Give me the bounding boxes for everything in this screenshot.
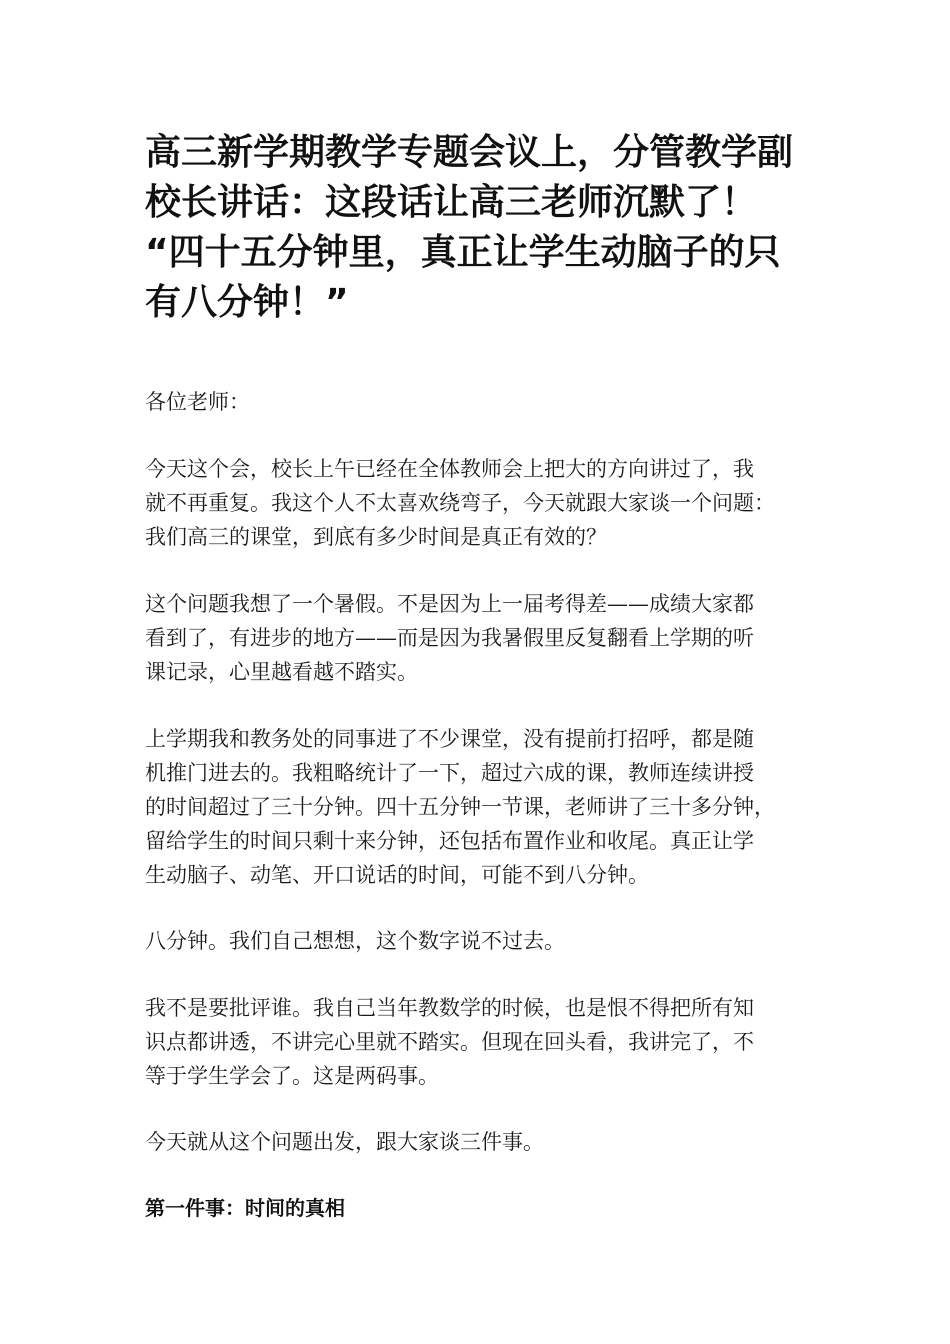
title-line: 高三新学期教学专题会议上，分管教学副	[145, 132, 794, 173]
greeting	[145, 385, 250, 419]
paragraph-line: 看到了，有进步的地方——而是因为我暑假里反复翻看上学期的听	[145, 626, 754, 650]
paragraph-eight-minutes	[145, 924, 565, 958]
paragraph-reflection	[145, 991, 754, 1093]
paragraph-line: 生动脑子、动笔、开口说话的时间，可能不到八分钟。	[145, 863, 649, 887]
paragraph-line: 我不是要批评谁。我自己当年教数学的时候，也是恨不得把所有知	[145, 996, 754, 1020]
paragraph-line: 今天就从这个问题出发，跟大家谈三件事。	[145, 1130, 544, 1154]
paragraph-line: 等于学生学会了。这是两码事。	[145, 1064, 439, 1088]
greeting-text: 各位老师：	[145, 390, 250, 414]
paragraph-line: 就不再重复。我这个人不太喜欢绕弯子，今天就跟大家谈一个问题：	[145, 491, 775, 515]
paragraph-line: 识点都讲透，不讲完心里就不踏实。但现在回头看，我讲完了，不	[145, 1030, 754, 1054]
paragraph-observation	[145, 722, 775, 892]
paragraph-summer	[145, 587, 754, 689]
paragraph-line: 这个问题我想了一个暑假。不是因为上一届考得差——成绩大家都	[145, 592, 754, 616]
paragraph-line: 我们高三的课堂，到底有多少时间是真正有效的？	[145, 525, 607, 549]
paragraph-line: 机推门进去的。我粗略统计了一下，超过六成的课，教师连续讲授	[145, 761, 754, 785]
paragraph-intro	[145, 452, 775, 554]
paragraph-line: 八分钟。我们自己想想，这个数字说不过去。	[145, 929, 565, 953]
paragraph-line: 今天这个会，校长上午已经在全体教师会上把大的方向讲过了，我	[145, 457, 754, 481]
title-line: “四十五分钟里，真正让学生动脑子的只	[145, 232, 781, 273]
paragraph-line: 上学期我和教务处的同事进了不少课堂，没有提前打招呼，都是随	[145, 727, 754, 751]
paragraph-line: 课记录，心里越看越不踏实。	[145, 660, 418, 684]
paragraph-line: 留给学生的时间只剩十来分钟，还包括布置作业和收尾。真正让学	[145, 829, 754, 853]
title-line: 校长讲话：这段话让高三老师沉默了！	[145, 182, 758, 223]
paragraph-line: 的时间超过了三十分钟。四十五分钟一节课，老师讲了三十多分钟，	[145, 795, 775, 819]
section-heading: 第一件事：时间的真相	[145, 1196, 345, 1220]
title-line: 有八分钟！”	[145, 282, 349, 323]
paragraph-three-things	[145, 1125, 544, 1159]
document-title	[145, 128, 825, 328]
